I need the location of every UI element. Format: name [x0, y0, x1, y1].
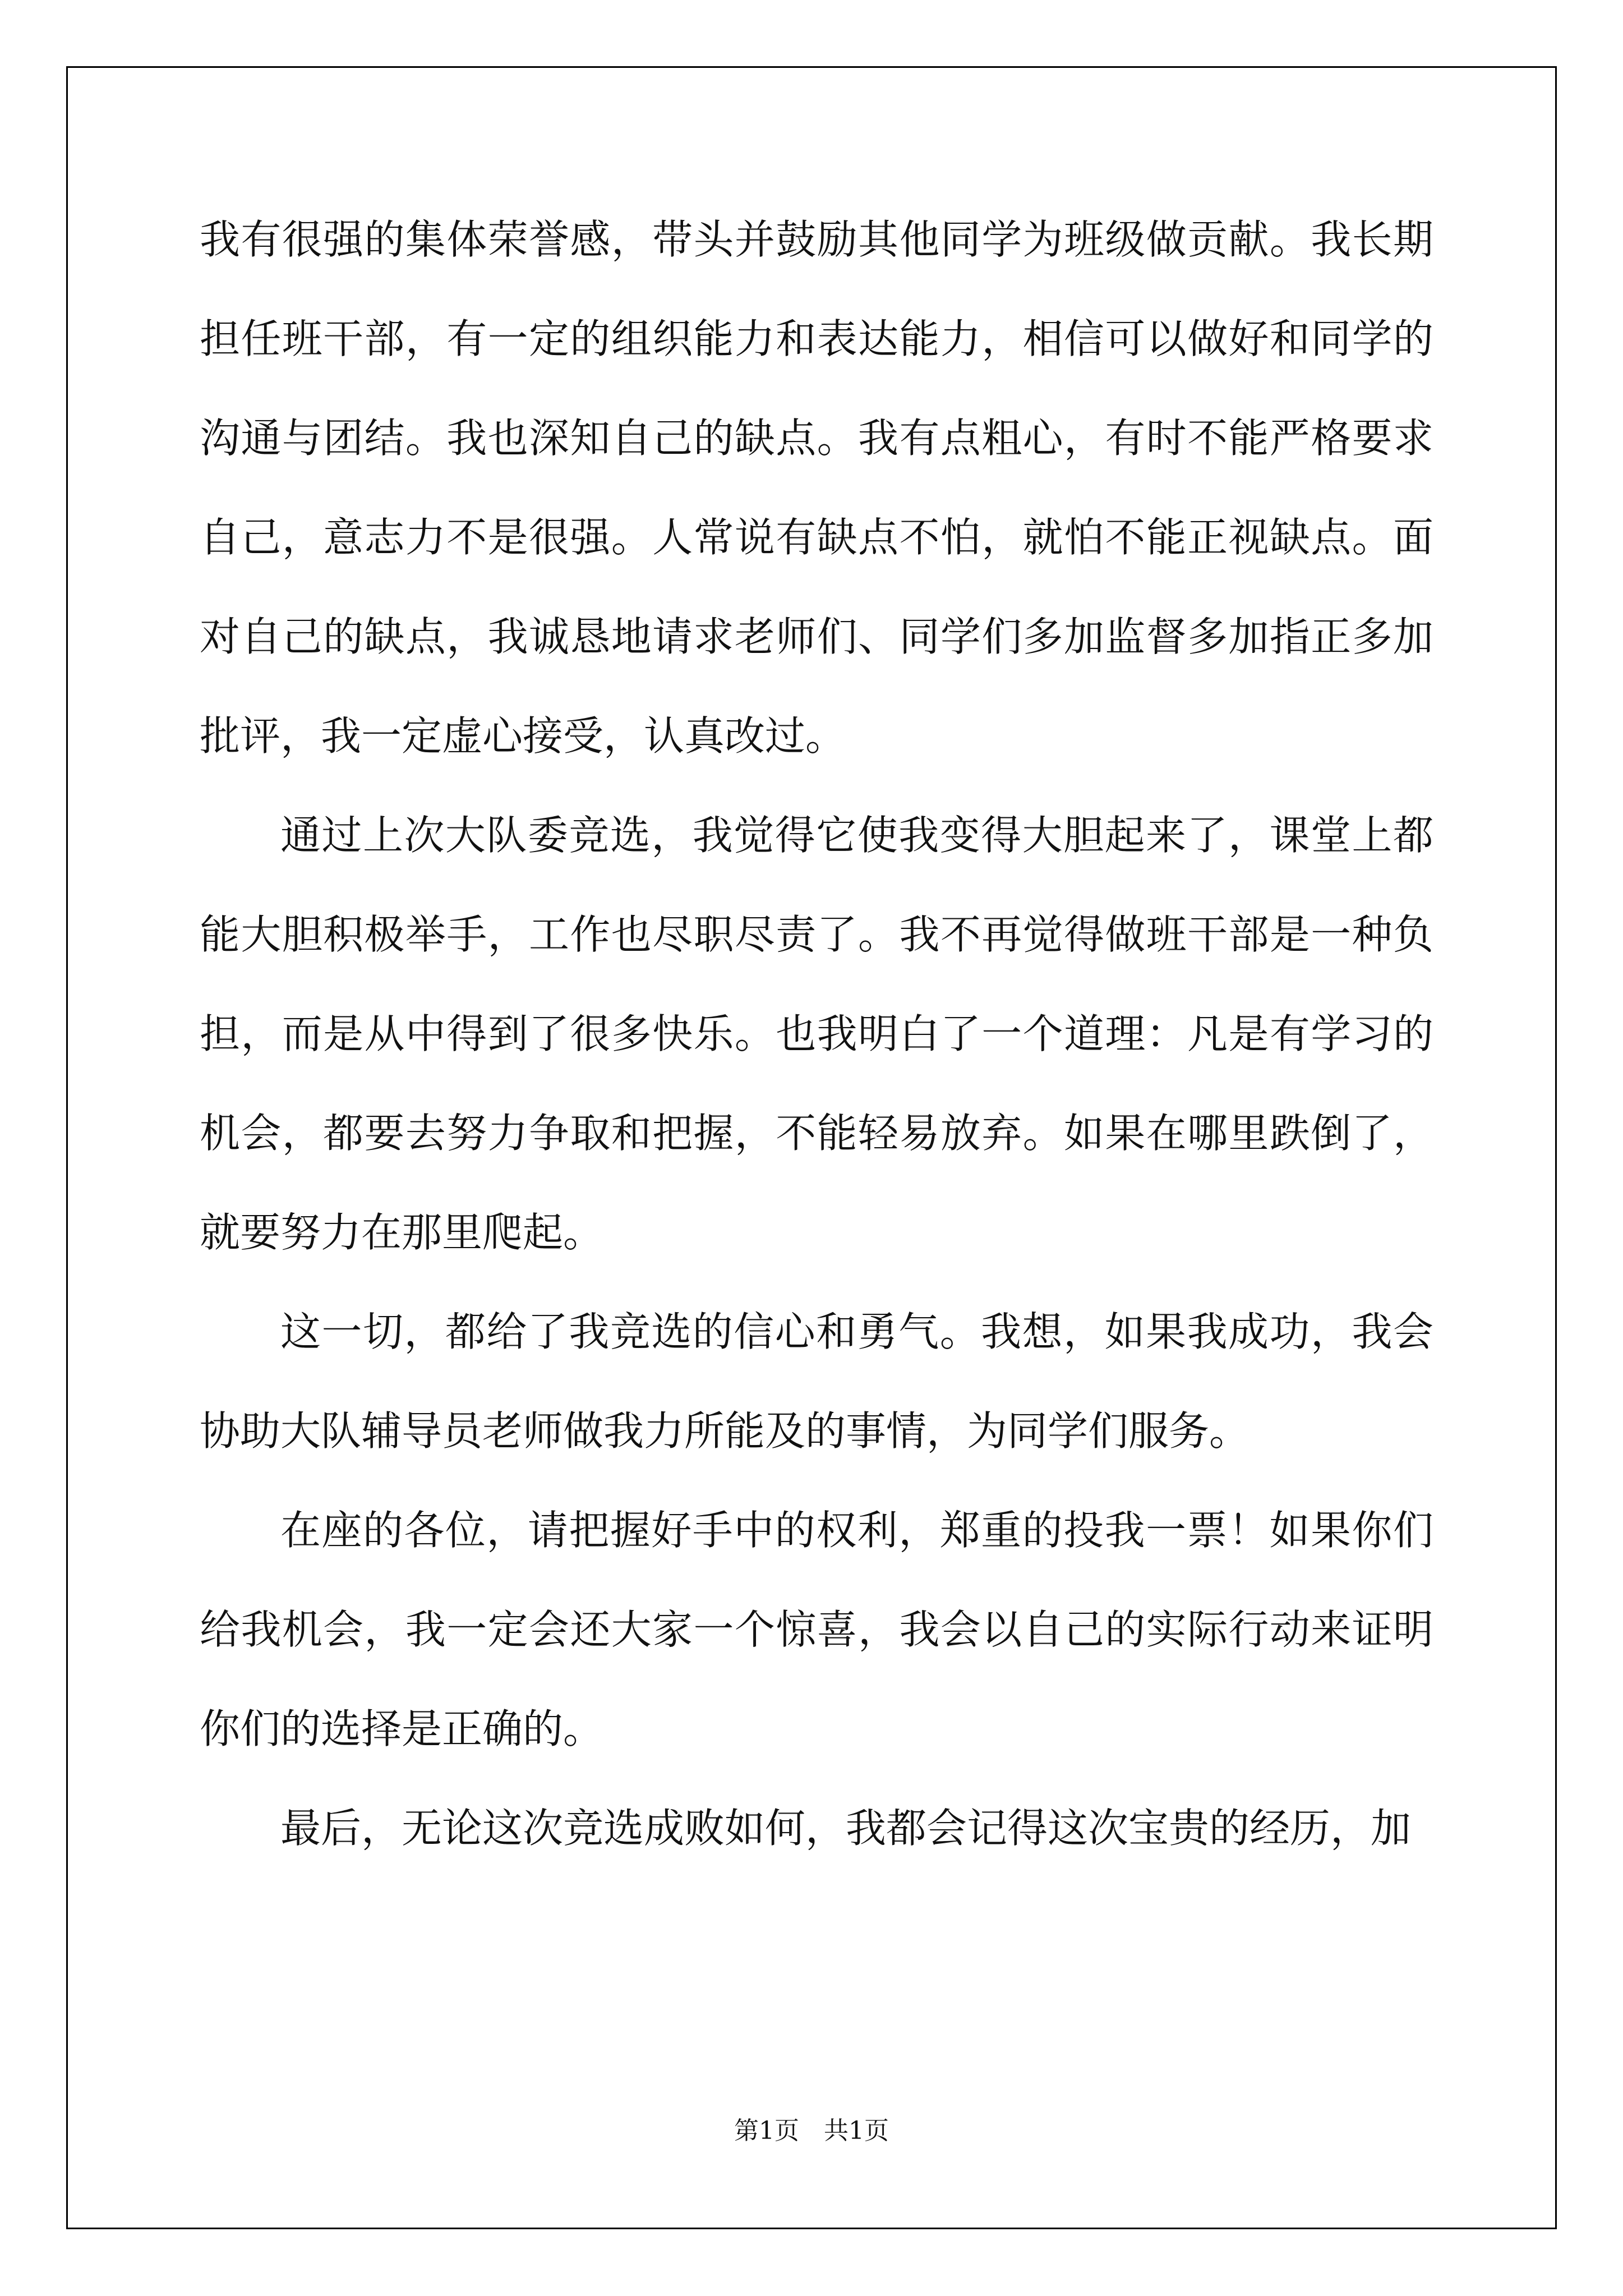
paragraph-line: 给我机会，我一定会还大家一个惊喜，我会以自己的实际行动来证明	[200, 1606, 1433, 1653]
paragraph-line: 担，而是从中得到了很多快乐。也我明白了一个道理：凡是有学习的	[200, 1010, 1433, 1057]
page-footer: 第1页 共1页	[734, 2116, 889, 2145]
paragraph-line: 通过上次大队委竞选，我觉得它使我变得大胆起来了，课堂上都	[280, 812, 1433, 859]
paragraph-line: 我有很强的集体荣誉感，带头并鼓励其他同学为班级做贡献。我长期	[200, 216, 1433, 263]
paragraph-line: 协助大队辅导员老师做我力所能及的事情，为同学们服务。	[200, 1407, 1250, 1455]
paragraph-line: 担任班干部，有一定的组织能力和表达能力，相信可以做好和同学的	[200, 315, 1433, 362]
paragraph-line: 这一切，都给了我竞选的信心和勇气。我想，如果我成功，我会	[280, 1308, 1433, 1355]
document-body	[200, 209, 1433, 1897]
paragraph-line: 机会，都要去努力争取和把握，不能轻易放弃。如果在哪里跌倒了，	[200, 1110, 1433, 1157]
paragraph-line: 沟通与团结。我也深知自己的缺点。我有点粗心，有时不能严格要求	[200, 415, 1433, 462]
paragraph-line: 在座的各位，请把握好手中的权利，郑重的投我一票！如果你们	[280, 1507, 1433, 1554]
paragraph-line: 自己，意志力不是很强。人常说有缺点不怕，就怕不能正视缺点。面	[200, 514, 1433, 561]
paragraph-line: 能大胆积极举手，工作也尽职尽责了。我不再觉得做班干部是一种负	[200, 911, 1433, 958]
paragraph-line: 最后，无论这次竞选成败如何，我都会记得这次宝贵的经历，加	[280, 1805, 1412, 1852]
paragraph-line: 对自己的缺点，我诚恳地请求老师们、同学们多加监督多加指正多加	[200, 613, 1433, 660]
paragraph-line: 你们的选择是正确的。	[200, 1705, 604, 1752]
paragraph-line: 批评，我一定虚心接受，认真改过。	[200, 712, 846, 760]
paragraph-line: 就要努力在那里爬起。	[200, 1209, 604, 1256]
